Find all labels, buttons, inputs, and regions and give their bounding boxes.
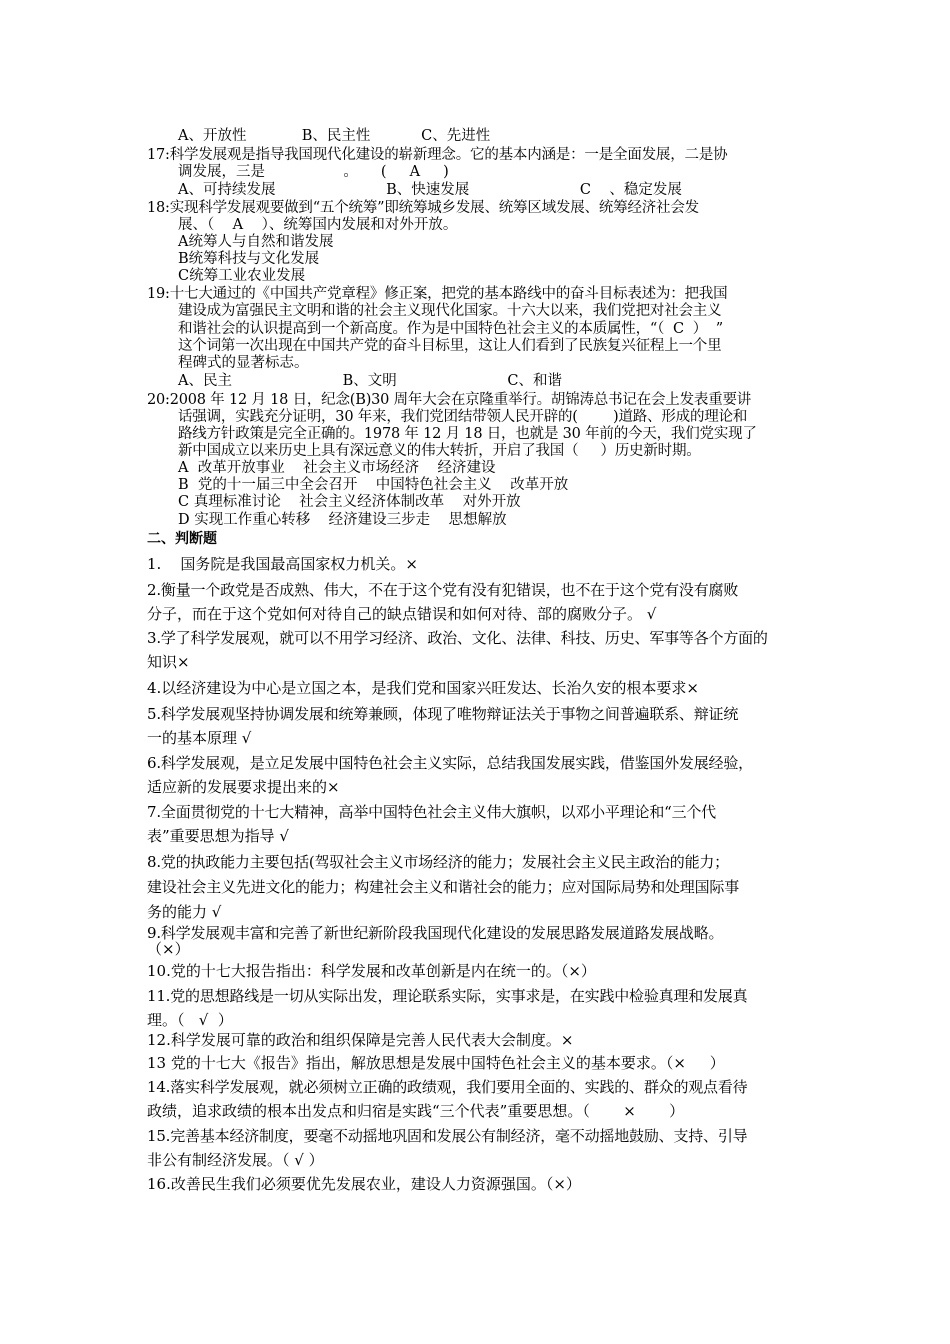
q20-line-1: 20:2008 年 12 月 18 日，纪念(B)30 周年大会在京隆重举行。胡锦涛总书记在会上发表重要讲 <box>147 392 752 408</box>
q20-line-3: 路线方针政策是完全正确的。1978 年 12 月 18 日，也就是 30 年前的今天，我们党实现了 <box>178 426 757 442</box>
q18-option-a: A统筹人与自然和谐发展 <box>178 234 334 250</box>
judge-item-4: 4.以经济建设为中心是立国之本，是我们党和国家兴旺发达、长治久安的根本要求× <box>147 679 699 697</box>
q19-line-4: 这个词第一次出现在中国共产党的奋斗目标里，这让人们看到了民族复兴征程上一个里 <box>178 338 722 354</box>
q19-line-5: 程碑式的显著标志。 <box>178 355 309 371</box>
q16-options: A、开放性 B、民主性 C、先进性 <box>178 128 491 144</box>
judge-item-3-line-1: 3.学了科学发展观，就可以不用学习经济、政治、文化、法律、科技、历史、军事等各个方面的 <box>147 629 768 647</box>
q19-line-3: 和谐社会的认识提高到一个新高度。作为是中国特色社会主义的本质属性，“（ C ） ” <box>178 321 724 337</box>
q20-option-d: D 实现工作重心转移 经济建设三步走 思想解放 <box>178 512 507 528</box>
q19-line-2: 建设成为富强民主文明和谐的社会主义现代化国家。十六大以来，我们党把对社会主义 <box>178 303 722 319</box>
judge-item-15-line-1: 15.完善基本经济制度，要毫不动摇地巩固和发展公有制经济，毫不动摇地鼓励、支持、引导 <box>147 1127 748 1145</box>
q20-line-4: 新中国成立以来历史上具有深远意义的伟大转折，开启了我国（ ）历史新时期。 <box>178 443 701 459</box>
q18-line-2: 展、（ A ）、统筹国内发展和对外开放。 <box>178 217 458 233</box>
q18-option-c: C统筹工业农业发展 <box>178 268 306 284</box>
judge-item-2-line-2: 分子，而在于这个党如何对待自己的缺点错误和如何对待、部的腐败分子。 √ <box>147 605 657 623</box>
judge-item-8-line-1: 8.党的执政能力主要包括(驾驭社会主义市场经济的能力；发展社会主义民主政治的能力； <box>147 853 729 871</box>
judge-item-15-line-2: 非公有制经济发展。（ √ ） <box>147 1151 324 1169</box>
judge-item-11-line-1: 11.党的思想路线是一切从实际出发，理论联系实际，实事求是，在实践中检验真理和发展真 <box>147 987 748 1005</box>
q19-options: A、民主 B、文明 C、和谐 <box>178 373 562 389</box>
judge-item-10: 10.党的十七大报告指出：科学发展和改革创新是内在统一的。（×） <box>147 962 596 980</box>
q17-options: A、可持续发展 B、快速发展 C 、稳定发展 <box>178 182 682 198</box>
judge-item-14-line-2: 政绩，追求政绩的根本出发点和归宿是实践“三个代表”重要思想。（ × ） <box>147 1102 685 1120</box>
judge-item-9-line-2: （×） <box>147 940 190 958</box>
q20-option-c: C 真理标准讨论 社会主义经济体制改革 对外开放 <box>178 494 521 510</box>
q20-option-b: B 党的十一届三中全会召开 中国特色社会主义 改革开放 <box>178 477 569 493</box>
q19-line-1: 19:十七大通过的《中国共产党章程》修正案，把党的基本路线中的奋斗目标表述为：把我国 <box>147 286 728 302</box>
judge-item-12: 12.科学发展可靠的政治和组织保障是完善人民代表大会制度。× <box>147 1031 574 1049</box>
q20-option-a: A 改革开放事业 社会主义市场经济 经济建设 <box>178 460 496 476</box>
judge-item-2-line-1: 2.衡量一个政党是否成熟、伟大，不在于这个党有没有犯错误，也不在于这个党有没有腐败 <box>147 581 739 599</box>
q17-line-2: 调发展，三是 。 ( A ) <box>178 164 449 180</box>
judge-item-13: 13 党的十七大《报告》指出，解放思想是发展中国特色社会主义的基本要求。（× ） <box>147 1054 725 1072</box>
judge-item-7-line-1: 7.全面贯彻党的十七大精神，高举中国特色社会主义伟大旗帜，以邓小平理论和“三个代 <box>147 803 716 821</box>
judge-item-14-line-1: 14.落实科学发展观，就必须树立正确的政绩观，我们要用全面的、实践的、群众的观点看待 <box>147 1078 748 1096</box>
section-title: 二、判断题 <box>147 531 217 547</box>
judge-item-9-line-1: 9.科学发展观丰富和完善了新世纪新阶段我国现代化建设的发展思路发展道路发展战略。 <box>147 924 724 942</box>
judge-item-1: 1. 国务院是我国最高国家权力机关。× <box>147 555 418 573</box>
judge-item-5-line-1: 5.科学发展观坚持协调发展和统筹兼顾，体现了唯物辩证法关于事物之间普遍联系、辩证统 <box>147 705 739 723</box>
q18-option-b: B统筹科技与文化发展 <box>178 251 320 267</box>
judge-item-16: 16.改善民生我们必须要优先发展农业，建设人力资源强国。（×） <box>147 1175 581 1193</box>
judge-item-6-line-1: 6.科学发展观，是立足发展中国特色社会主义实际，总结我国发展实践，借鉴国外发展经验， <box>147 754 753 772</box>
q18-line-1: 18:实现科学发展观要做到“五个统筹”即统筹城乡发展、统筹区域发展、统筹经济社会发 <box>147 200 699 216</box>
judge-item-3-line-2: 知识× <box>147 653 190 671</box>
judge-item-8-line-3: 务的能力 √ <box>147 903 222 921</box>
judge-item-5-line-2: 一的基本原理 √ <box>147 729 252 747</box>
judge-item-8-line-2: 建设社会主义先进文化的能力；构建社会主义和谐社会的能力；应对国际局势和处理国际事 <box>147 878 740 896</box>
q17-line-1: 17:科学发展观是指导我国现代化建设的崭新理念。它的基本内涵是：一是全面发展，二是协 <box>147 147 728 163</box>
judge-item-11-line-2: 理。（ √ ） <box>147 1011 233 1029</box>
judge-item-6-line-2: 适应新的发展要求提出来的× <box>147 778 340 796</box>
q20-line-2: 话强调，实践充分证明，30 年来，我们党团结带领人民开辟的( )道路、形成的理论和 <box>178 409 748 425</box>
judge-item-7-line-2: 表”重要思想为指导 √ <box>147 827 289 845</box>
